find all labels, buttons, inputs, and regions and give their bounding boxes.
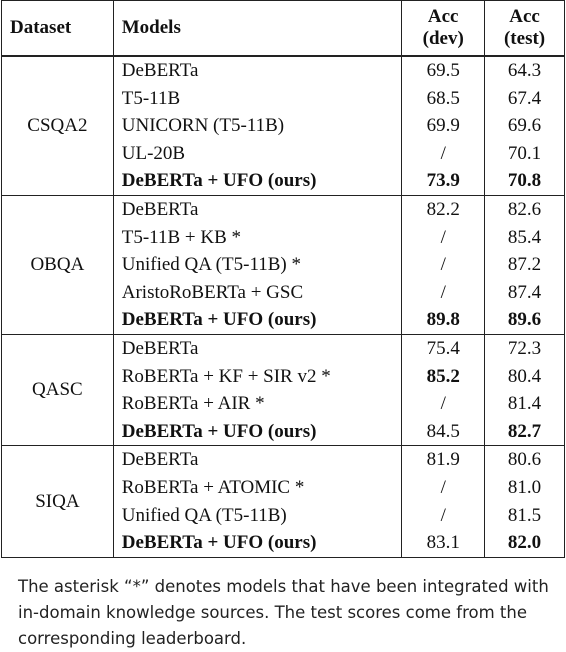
dataset-cell: SIQA [2, 446, 114, 557]
dev-accuracy-cell: 84.5 [402, 418, 485, 446]
dev-accuracy-cell: 85.2 [402, 363, 485, 391]
header-acc-dev-line1: Acc [427, 6, 459, 27]
dev-accuracy-cell: 68.5 [402, 85, 485, 113]
test-accuracy-cell: 64.3 [485, 56, 565, 85]
test-accuracy-cell: 70.8 [485, 167, 565, 195]
table-row [2, 334, 565, 362]
dataset-cell: CSQA2 [2, 56, 114, 195]
header-acc-test-line1: Acc [509, 6, 540, 27]
header-acc-dev [402, 1, 485, 57]
dev-accuracy-cell: 75.4 [402, 334, 485, 362]
test-accuracy-cell: 72.3 [485, 334, 565, 362]
table-row [2, 56, 565, 85]
dev-accuracy-cell: 73.9 [402, 167, 485, 195]
table-row [2, 446, 565, 474]
header-acc-test [485, 1, 565, 57]
test-accuracy-cell: 70.1 [485, 140, 565, 168]
test-accuracy-cell: 81.0 [485, 474, 565, 502]
test-accuracy-cell: 82.6 [485, 195, 565, 223]
test-accuracy-cell: 81.5 [485, 502, 565, 530]
model-cell: RoBERTa + KF + SIR v2 * [113, 363, 402, 391]
test-accuracy-cell: 82.7 [485, 418, 565, 446]
dev-accuracy-cell: 69.5 [402, 56, 485, 85]
dev-accuracy-cell: / [402, 224, 485, 252]
header-row [2, 1, 565, 57]
model-cell: DeBERTa [113, 446, 402, 474]
model-cell: Unified QA (T5-11B) [113, 502, 402, 530]
model-cell: UNICORN (T5-11B) [113, 112, 402, 140]
model-cell: DeBERTa + UFO (ours) [113, 167, 402, 195]
test-accuracy-cell: 81.4 [485, 390, 565, 418]
test-accuracy-cell: 80.6 [485, 446, 565, 474]
model-cell: RoBERTa + ATOMIC * [113, 474, 402, 502]
table-footnote: The asterisk “*” denotes models that have been integrated with in-domain knowledge sources. The test scores come from the corresponding leaderboard. [18, 577, 549, 648]
table-header [2, 1, 565, 57]
model-cell: DeBERTa [113, 195, 402, 223]
model-cell: AristoRoBERTa + GSC [113, 279, 402, 307]
dev-accuracy-cell: 89.8 [402, 306, 485, 334]
dev-accuracy-cell: / [402, 502, 485, 530]
model-cell: T5-11B + KB * [113, 224, 402, 252]
model-cell: DeBERTa [113, 334, 402, 362]
test-accuracy-cell: 87.2 [485, 251, 565, 279]
dev-accuracy-cell: 82.2 [402, 195, 485, 223]
test-accuracy-cell: 80.4 [485, 363, 565, 391]
dataset-cell: QASC [2, 334, 114, 445]
dev-accuracy-cell: / [402, 390, 485, 418]
model-cell: T5-11B [113, 85, 402, 113]
model-cell: RoBERTa + AIR * [113, 390, 402, 418]
test-accuracy-cell: 82.0 [485, 529, 565, 557]
dataset-cell: OBQA [2, 195, 114, 334]
model-cell: DeBERTa + UFO (ours) [113, 306, 402, 334]
dev-accuracy-cell: / [402, 251, 485, 279]
table-body [2, 56, 565, 557]
test-accuracy-cell: 87.4 [485, 279, 565, 307]
model-cell: DeBERTa + UFO (ours) [113, 418, 402, 446]
header-dataset: Dataset [2, 1, 114, 57]
model-cell: UL-20B [113, 140, 402, 168]
model-cell: Unified QA (T5-11B) * [113, 251, 402, 279]
model-cell: DeBERTa + UFO (ours) [113, 529, 402, 557]
header-acc-dev-line2: (dev) [422, 28, 464, 49]
test-accuracy-cell: 85.4 [485, 224, 565, 252]
header-models: Models [113, 1, 402, 57]
table-row [2, 195, 565, 223]
test-accuracy-cell: 69.6 [485, 112, 565, 140]
dev-accuracy-cell: / [402, 279, 485, 307]
dev-accuracy-cell: / [402, 140, 485, 168]
model-cell: DeBERTa [113, 56, 402, 85]
header-acc-test-line2: (test) [503, 28, 546, 49]
dev-accuracy-cell: 81.9 [402, 446, 485, 474]
test-accuracy-cell: 89.6 [485, 306, 565, 334]
test-accuracy-cell: 67.4 [485, 85, 565, 113]
dev-accuracy-cell: 83.1 [402, 529, 485, 557]
results-table [1, 0, 565, 558]
dev-accuracy-cell: 69.9 [402, 112, 485, 140]
dev-accuracy-cell: / [402, 474, 485, 502]
